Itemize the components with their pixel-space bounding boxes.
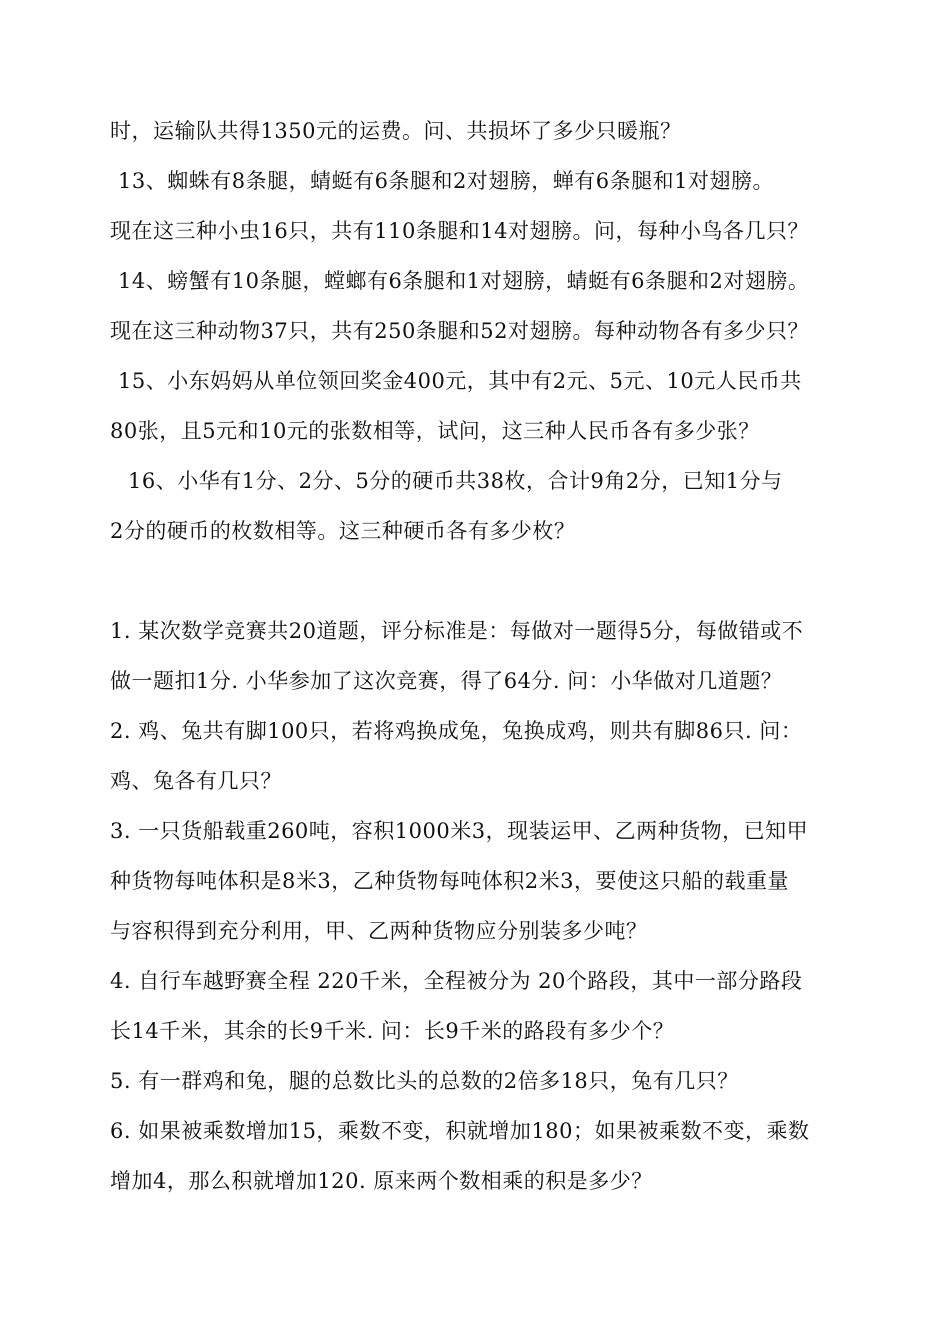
exercise-5-line-1: 5. 有一群鸡和兔，腿的总数比头的总数的2倍多18只，兔有几只？	[110, 1069, 739, 1093]
exercise-4-line-1: 4. 自行车越野赛全程 220千米，全程被分为 20个路段，其中一部分路段	[110, 969, 803, 993]
exercise-2-line-1: 2. 鸡、兔共有脚100只，若将鸡换成兔，兔换成鸡，则共有脚86只. 问：	[110, 719, 803, 743]
exercise-1-line-2: 做一题扣1分. 小华参加了这次竞赛，得了64分. 问：小华做对几道题？	[110, 669, 783, 693]
problem-16-line-2: 2分的硬币的枚数相等。这三种硬币各有多少枚？	[110, 519, 576, 543]
exercise-2-line-2: 鸡、兔各有几只？	[110, 769, 282, 793]
problem-14-line-2: 现在这三种动物37只，共有250条腿和52对翅膀。每种动物各有多少只？	[110, 319, 810, 343]
exercise-3-line-2: 种货物每吨体积是8米3，乙种货物每吨体积2米3，要使这只船的载重量	[110, 869, 789, 893]
problem-14-line-1: 14、螃蟹有10条腿，螳螂有6条腿和1对翅膀，蜻蜓有6条腿和2对翅膀。	[118, 269, 810, 293]
problem-12-continuation: 时，运输队共得1350元的运费。问、共损坏了多少只暖瓶？	[110, 119, 682, 143]
exercise-6-line-2: 增加4，那么积就增加120. 原来两个数相乘的积是多少？	[110, 1169, 653, 1193]
exercise-1-line-1: 1. 某次数学竞赛共20道题，评分标准是：每做对一题得5分，每做错或不	[110, 619, 804, 643]
exercise-6-line-1: 6. 如果被乘数增加15，乘数不变，积就增加180；如果被乘数不变，乘数	[110, 1119, 810, 1143]
exercise-3-line-3: 与容积得到充分利用，甲、乙两种货物应分别装多少吨？	[110, 919, 648, 943]
problem-13-line-2: 现在这三种小虫16只，共有110条腿和14对翅膀。问，每种小鸟各几只？	[110, 219, 810, 243]
problem-13-line-1: 13、蜘蛛有8条腿，蜻蜓有6条腿和2对翅膀，蝉有6条腿和1对翅膀。	[118, 169, 775, 193]
problem-16-line-1: 16、小华有1分、2分、5分的硬币共38枚，合计9角2分，已知1分与	[128, 469, 783, 493]
problem-15-line-1: 15、小东妈妈从单位领回奖金400元，其中有2元、5元、10元人民币共	[118, 369, 802, 393]
exercise-4-line-2: 长14千米，其余的长9千米. 问：长9千米的路段有多少个？	[110, 1019, 675, 1043]
exercise-3-line-1: 3. 一只货船载重260吨，容积1000米3，现装运甲、乙两种货物，已知甲	[110, 819, 809, 843]
problem-15-line-2: 80张，且5元和10元的张数相等，试问，这三种人民币各有多少张？	[110, 419, 760, 443]
